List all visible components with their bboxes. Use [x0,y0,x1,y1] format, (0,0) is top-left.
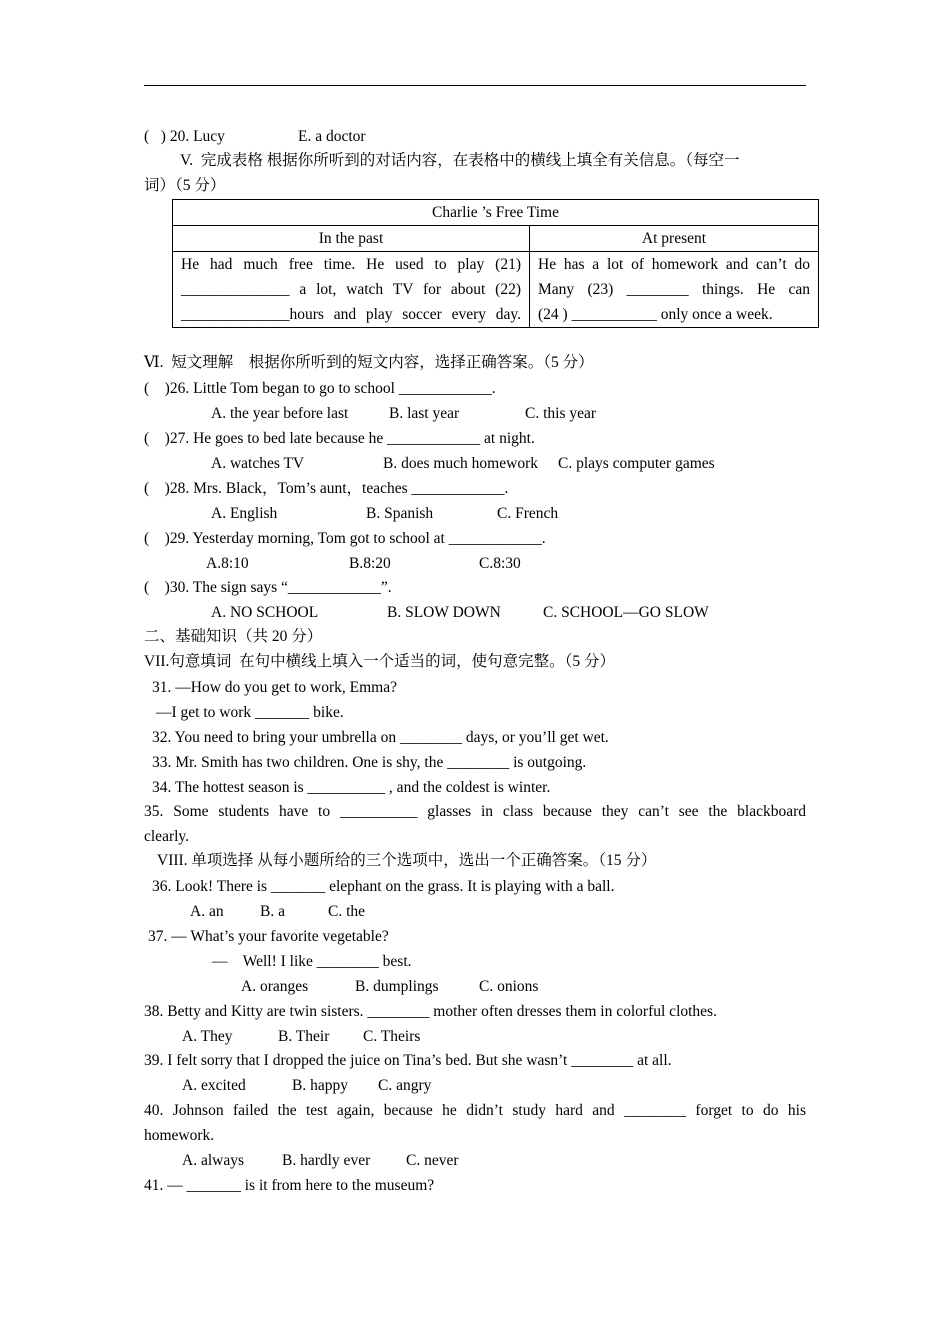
cell-past [173,252,530,328]
q39-option-b: B. happy [292,1077,348,1094]
q27-stem: ( )27. He goes to bed late because he ____________ at night. [144,430,535,447]
q30-option-c: C. SCHOOL—GO SLOW [543,604,709,621]
q26-option-a: A. the year before last [211,405,349,422]
q35-line-1: 35. Some students have to __________ glasses in class because they can’t see the blackboard [144,803,806,820]
header-rule [144,85,806,86]
present-line-1: He has a lot of homework and can’t do [538,256,810,273]
q40-option-b: B. hardly ever [282,1152,371,1169]
q40-line-1: 40. Johnson failed the test again, because he didn’t study hard and ________ forget to do his [144,1102,806,1119]
part-2-heading: 二、基础知识（共 20 分） [144,628,323,645]
past-line-1: He had much free time. He used to play (21) [181,256,521,273]
q32: 32. You need to bring your umbrella on ________ days, or you’ll get wet. [152,729,609,746]
section-6-heading: Ⅵ. 短文理解 根据你所听到的短文内容，选择正确答案。（5 分） [144,354,594,371]
q20-option: E. a doctor [298,128,366,145]
q39-option-a: A. excited [182,1077,246,1094]
cell-present [530,252,819,328]
q37-stem: 37. — What’s your favorite vegetable? [148,928,389,945]
q39-stem: 39. I felt sorry that I dropped the juice on Tina’s bed. But she wasn’t ________ at all. [144,1052,672,1069]
col-header-past: In the past [173,226,530,252]
q33: 33. Mr. Smith has two children. One is shy, the ________ is outgoing. [152,754,587,771]
q20-stem: ( ) 20. Lucy [144,128,225,145]
q28-option-c: C. French [497,505,559,522]
free-time-table [172,199,819,328]
q29-option-a: A.8:10 [206,555,249,572]
q40-line-2: homework. [144,1127,215,1144]
q37-reply: — Well! I like ________ best. [212,953,412,970]
q41-stem: 41. — _______ is it from here to the museum? [144,1177,435,1194]
q30-option-b: B. SLOW DOWN [387,604,501,621]
q31-line-2: —I get to work _______ bike. [156,704,344,721]
q27-option-b: B. does much homework [383,455,538,472]
q38-option-a: A. They [182,1028,233,1045]
q40-option-c: C. never [406,1152,459,1169]
q28-option-b: B. Spanish [366,505,434,522]
section-5-heading-cont: 词）（5 分） [144,177,226,194]
section-7-heading: VII.句意填词 在句中横线上填入一个适当的词，使句意完整。（5 分） [144,653,616,670]
q36-option-a: A. an [190,903,224,920]
q26-stem: ( )26. Little Tom began to go to school ____________. [144,380,496,397]
present-line-2: Many (23) ________ things. He can [538,281,810,298]
q37-option-c: C. onions [479,978,539,995]
q34: 34. The hottest season is __________ , and the coldest is winter. [152,779,551,796]
past-line-3: ______________hours and play soccer every day. [181,306,521,323]
q26-option-c: C. this year [525,405,597,422]
q28-stem: ( )28. Mrs. Black，Tom’s aunt，teaches ____________. [144,480,509,497]
q27-option-c: C. plays computer games [558,455,715,472]
q37-option-b: B. dumplings [355,978,439,995]
q30-stem: ( )30. The sign says “____________”. [144,579,392,596]
q29-option-c: C.8:30 [479,555,521,572]
q38-option-c: C. Theirs [363,1028,421,1045]
q28-option-a: A. English [211,505,278,522]
table-title: Charlie ’s Free Time [173,200,819,226]
q37-option-a: A. oranges [241,978,309,995]
q38-stem: 38. Betty and Kitty are twin sisters. ________ mother often dresses them in colorful clothes. [144,1003,717,1020]
q30-option-a: A. NO SCHOOL [211,604,319,621]
present-line-3: (24 ) ___________ only once a week. [538,306,773,323]
q38-option-b: B. Their [278,1028,330,1045]
q26-option-b: B. last year [389,405,460,422]
col-header-present: At present [530,226,819,252]
q40-option-a: A. always [182,1152,244,1169]
q31-line-1: 31. —How do you get to work, Emma? [152,679,397,696]
q36-option-c: C. the [328,903,366,920]
past-line-2: ______________ a lot, watch TV for about (22) [181,281,521,298]
section-5-heading: V. 完成表格 根据你所听到的对话内容，在表格中的横线上填全有关信息。（每空一 [180,152,740,169]
q29-stem: ( )29. Yesterday morning, Tom got to school at ____________. [144,530,546,547]
q27-option-a: A. watches TV [211,455,305,472]
q35-line-2: clearly. [144,828,190,845]
q29-option-b: B.8:20 [349,555,391,572]
section-8-heading: VIII. 单项选择 从每小题所给的三个选项中，选出一个正确答案。（15 分） [157,852,657,869]
q36-option-b: B. a [260,903,285,920]
q39-option-c: C. angry [378,1077,432,1094]
q36-stem: 36. Look! There is _______ elephant on the grass. It is playing with a ball. [152,878,615,895]
